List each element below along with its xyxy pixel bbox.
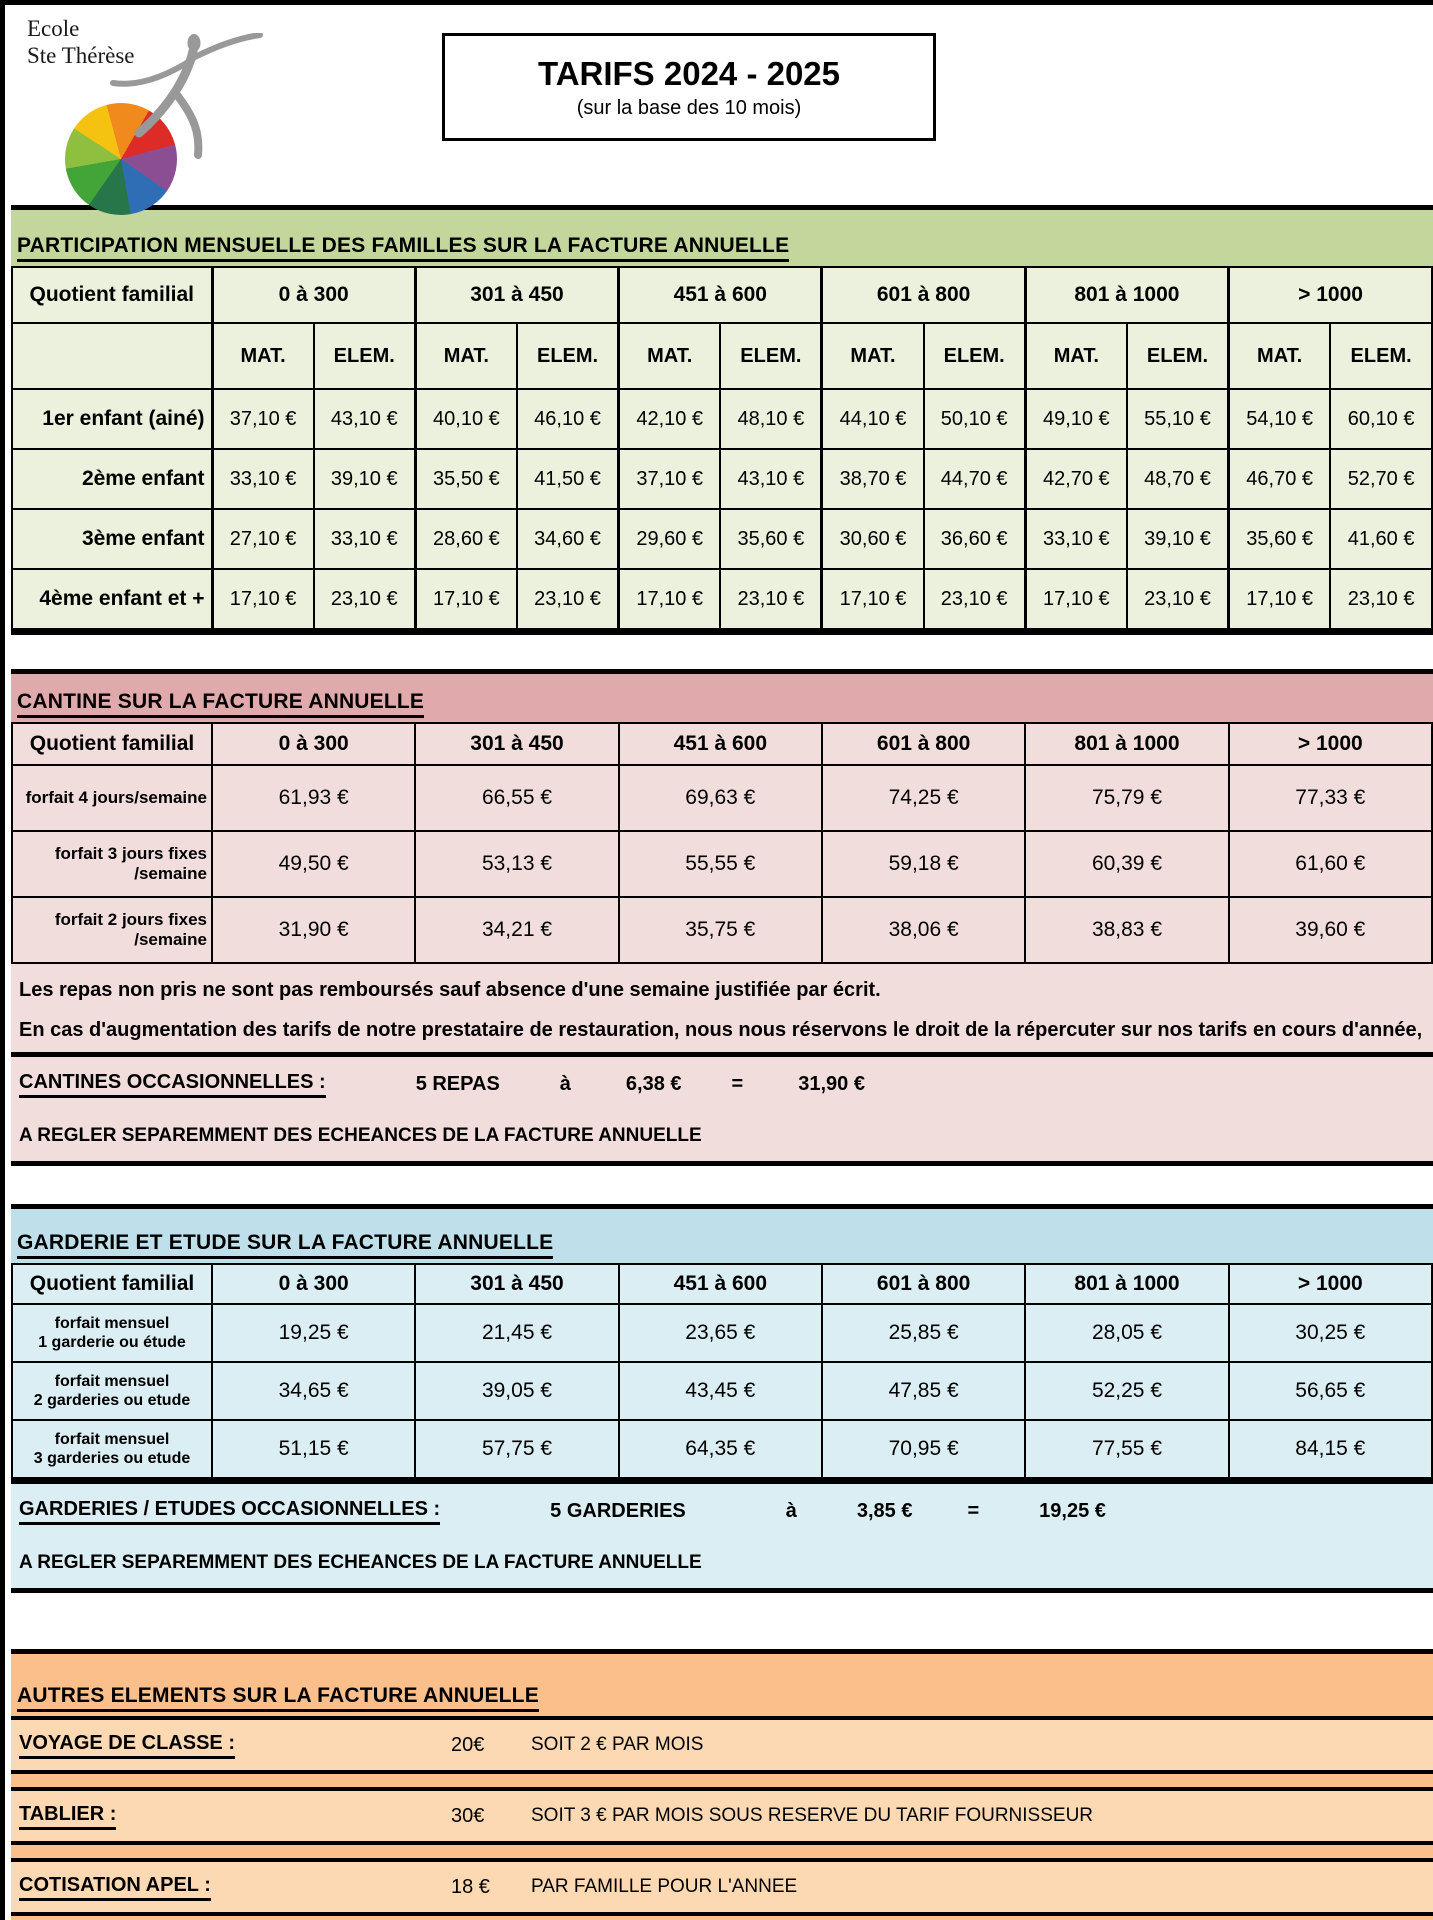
title-box [442, 33, 936, 141]
row-label [12, 1304, 212, 1362]
participation-title-band [11, 210, 1433, 266]
price-cell: 35,60 € [720, 509, 822, 569]
price-cell: 28,60 € [415, 509, 517, 569]
quotient-header-row [12, 267, 1432, 323]
cantine-title-band [11, 674, 1433, 722]
cantine-table [11, 722, 1433, 964]
price-cell: 36,60 € [924, 509, 1026, 569]
price-cell: 43,10 € [720, 449, 822, 509]
row-label-line2: 2 garderies ou etude [33, 1392, 191, 1409]
price-cell: 48,10 € [720, 389, 822, 449]
price-cell: 23,10 € [1127, 569, 1229, 629]
corner-cell: Quotient familial [12, 1264, 212, 1304]
row-label-line2: 3 garderies ou etude [33, 1450, 191, 1467]
garderie-occ-equals: = [967, 1499, 980, 1522]
price-cell: 35,50 € [415, 449, 517, 509]
price-cell: 33,10 € [212, 449, 314, 509]
price-cell: 43,45 € [619, 1362, 822, 1420]
row-label-line2: 1 garderie ou étude [38, 1334, 186, 1351]
price-cell: 23,65 € [619, 1304, 822, 1362]
price-cell: 34,21 € [415, 897, 618, 963]
price-cell: 54,10 € [1229, 389, 1331, 449]
cantine-note-1: Les repas non pris ne sont pas remboursés sauf absence d'une semaine justifiée par écrit. [19, 979, 881, 1001]
row-label-line1: forfait 3 jours fixes [54, 844, 207, 863]
price-cell: 37,10 € [212, 389, 314, 449]
price-cell: 46,70 € [1229, 449, 1331, 509]
sub-header-mat: MAT. [1229, 323, 1331, 389]
price-cell: 34,60 € [517, 509, 619, 569]
price-cell: 70,95 € [822, 1420, 1025, 1478]
cantine-note-2: En cas d'augmentation des tarifs de notre prestataire de restauration, nous nous réservons le droit de la répercuter sur nos tarifs en cours d'année, [19, 1019, 1423, 1041]
row-label: 3ème enfant [12, 509, 212, 569]
price-cell: 30,25 € [1229, 1304, 1432, 1362]
price-cell: 42,70 € [1025, 449, 1127, 509]
quotient-header: 801 à 1000 [1025, 267, 1228, 323]
price-cell: 21,45 € [415, 1304, 618, 1362]
table-row-4jours [12, 765, 1432, 831]
tablier-amount: 30€ [451, 1804, 485, 1827]
table-row-2jours [12, 897, 1432, 963]
row-label-line2: /semaine [134, 930, 207, 949]
price-cell: 44,10 € [822, 389, 924, 449]
quotient-header-row [12, 1264, 1432, 1304]
participation-title: PARTICIPATION MENSUELLE DES FAMILLES SUR LA FACTURE ANNUELLE [17, 234, 789, 262]
garderie-occ-label: GARDERIES / ETUDES OCCASIONNELLES : [19, 1498, 440, 1525]
price-cell: 57,75 € [415, 1420, 618, 1478]
row-label-line1: forfait 2 jours fixes [54, 910, 207, 929]
price-cell: 19,25 € [212, 1304, 415, 1362]
price-cell: 38,70 € [822, 449, 924, 509]
row-label [12, 897, 212, 963]
price-cell: 61,60 € [1229, 831, 1432, 897]
corner-cell: Quotient familial [12, 723, 212, 765]
autres-row-tablier [11, 1787, 1433, 1845]
price-cell: 33,10 € [1025, 509, 1127, 569]
price-cell: 23,10 € [1330, 569, 1432, 629]
cotisation-label: COTISATION APEL : [19, 1874, 211, 1901]
row-label: 1er enfant (ainé) [12, 389, 212, 449]
sub-header-elem: ELEM. [720, 323, 822, 389]
price-cell: 38,83 € [1025, 897, 1228, 963]
voyage-label: VOYAGE DE CLASSE : [19, 1732, 235, 1759]
quotient-header: 601 à 800 [822, 267, 1025, 323]
price-cell: 17,10 € [415, 569, 517, 629]
table-row-child2 [12, 449, 1432, 509]
price-cell: 23,10 € [517, 569, 619, 629]
garderie-occ-total: 19,25 € [1039, 1499, 1106, 1522]
price-cell: 35,75 € [619, 897, 822, 963]
table-row-child3 [12, 509, 1432, 569]
row-label: 2ème enfant [12, 449, 212, 509]
quotient-header: 801 à 1000 [1025, 723, 1228, 765]
autres-row-cotisation [11, 1858, 1433, 1916]
quotient-header-row [12, 723, 1432, 765]
price-cell: 47,85 € [822, 1362, 1025, 1420]
price-cell: 30,60 € [822, 509, 924, 569]
price-cell: 55,55 € [619, 831, 822, 897]
price-cell: 17,10 € [1025, 569, 1127, 629]
price-cell: 53,13 € [415, 831, 618, 897]
sub-header-elem: ELEM. [1127, 323, 1229, 389]
price-cell: 46,10 € [517, 389, 619, 449]
row-label-line1: forfait mensuel [54, 1315, 170, 1332]
price-cell: 39,60 € [1229, 897, 1432, 963]
garderie-occasionnelle-line [11, 1479, 1433, 1538]
price-cell: 77,55 € [1025, 1420, 1228, 1478]
cantine-occ-label: CANTINES OCCASIONNELLES : [19, 1071, 326, 1098]
price-cell: 31,90 € [212, 897, 415, 963]
quotient-header: 801 à 1000 [1025, 1264, 1228, 1304]
quotient-header: 301 à 450 [415, 267, 618, 323]
tablier-label: TABLIER : [19, 1803, 116, 1830]
price-cell: 69,63 € [619, 765, 822, 831]
price-cell: 17,10 € [212, 569, 314, 629]
price-cell: 48,70 € [1127, 449, 1229, 509]
sub-header-elem: ELEM. [314, 323, 416, 389]
garderie-title-band [11, 1209, 1433, 1263]
garderie-title: GARDERIE ET ETUDE SUR LA FACTURE ANNUELLE [17, 1231, 553, 1259]
cantine-title: CANTINE SUR LA FACTURE ANNUELLE [17, 690, 424, 718]
price-cell: 41,60 € [1330, 509, 1432, 569]
row-label-line1: forfait mensuel [54, 1373, 170, 1390]
quotient-header: 301 à 450 [415, 1264, 618, 1304]
mat-elem-header-row [12, 323, 1432, 389]
price-cell: 39,05 € [415, 1362, 618, 1420]
row-label [12, 765, 212, 831]
sub-header-mat: MAT. [415, 323, 517, 389]
sub-header-elem: ELEM. [1330, 323, 1432, 389]
price-cell: 41,50 € [517, 449, 619, 509]
table-row-3jours [12, 831, 1432, 897]
table-row-1garderie [12, 1304, 1432, 1362]
voyage-amount: 20€ [451, 1733, 485, 1756]
sub-header-mat: MAT. [1025, 323, 1127, 389]
row-label [12, 1362, 212, 1420]
page-title: TARIFS 2024 - 2025 [537, 54, 841, 92]
sub-header-mat: MAT. [212, 323, 314, 389]
quotient-header: > 1000 [1229, 1264, 1432, 1304]
price-cell: 38,06 € [822, 897, 1025, 963]
page-subtitle: (sur la base des 10 mois) [576, 96, 802, 119]
price-cell: 56,65 € [1229, 1362, 1432, 1420]
autres-title: AUTRES ELEMENTS SUR LA FACTURE ANNUELLE [17, 1684, 539, 1712]
price-cell: 29,60 € [619, 509, 721, 569]
section-participation [11, 205, 1433, 635]
garderie-table [11, 1263, 1433, 1479]
price-cell: 52,25 € [1025, 1362, 1228, 1420]
garderie-occ-unit-price: 3,85 € [856, 1499, 913, 1522]
quotient-header: 451 à 600 [619, 1264, 822, 1304]
header [5, 5, 1433, 205]
quotient-header: 601 à 800 [822, 1264, 1025, 1304]
dancer-icon [97, 33, 267, 163]
voyage-desc: SOIT 2 € PAR MOIS [531, 1734, 704, 1755]
price-cell: 23,10 € [314, 569, 416, 629]
autres-row-voyage [11, 1716, 1433, 1774]
sub-header-elem: ELEM. [924, 323, 1026, 389]
row-label [12, 1420, 212, 1478]
school-name-line1: Ecole [27, 16, 80, 41]
tablier-desc: SOIT 3 € PAR MOIS SOUS RESERVE DU TARIF FOURNISSEUR [531, 1805, 1094, 1826]
cantine-notes [11, 964, 1433, 1052]
quotient-header: 451 à 600 [619, 267, 822, 323]
price-cell: 17,10 € [1229, 569, 1331, 629]
corner-cell: Quotient familial [12, 267, 212, 323]
price-cell: 50,10 € [924, 389, 1026, 449]
price-cell: 44,70 € [924, 449, 1026, 509]
price-cell: 42,10 € [619, 389, 721, 449]
price-cell: 61,93 € [212, 765, 415, 831]
price-cell: 64,35 € [619, 1420, 822, 1478]
table-row-child1 [12, 389, 1432, 449]
price-cell: 49,10 € [1025, 389, 1127, 449]
autres-title-band [11, 1654, 1433, 1716]
row-label [12, 831, 212, 897]
sub-header-mat: MAT. [822, 323, 924, 389]
price-cell: 33,10 € [314, 509, 416, 569]
table-row-3garderies [12, 1420, 1432, 1478]
price-cell: 49,50 € [212, 831, 415, 897]
participation-table [11, 266, 1433, 630]
row-label: 4ème enfant et + [12, 569, 212, 629]
quotient-header: > 1000 [1229, 267, 1432, 323]
quotient-header: 0 à 300 [212, 267, 415, 323]
row-label-line1: forfait 4 jours/semaine [25, 788, 207, 807]
sub-header-mat: MAT. [619, 323, 721, 389]
price-cell: 17,10 € [822, 569, 924, 629]
price-cell: 27,10 € [212, 509, 314, 569]
price-cell: 35,60 € [1229, 509, 1331, 569]
price-cell: 17,10 € [619, 569, 721, 629]
price-cell: 23,10 € [924, 569, 1026, 629]
price-cell: 52,70 € [1330, 449, 1432, 509]
school-logo [27, 15, 277, 215]
price-cell: 77,33 € [1229, 765, 1432, 831]
price-cell: 25,85 € [822, 1304, 1025, 1362]
cantine-regler-note: A REGLER SEPAREMMENT DES ECHEANCES DE LA FACTURE ANNUELLE [19, 1125, 702, 1146]
price-cell: 59,18 € [822, 831, 1025, 897]
price-cell: 60,10 € [1330, 389, 1432, 449]
cantine-occ-qty: 5 REPAS [415, 1072, 500, 1095]
price-cell: 23,10 € [720, 569, 822, 629]
section-garderie [11, 1204, 1433, 1593]
price-cell: 51,15 € [212, 1420, 415, 1478]
table-row-2garderies [12, 1362, 1432, 1420]
price-cell: 74,25 € [822, 765, 1025, 831]
price-cell: 66,55 € [415, 765, 618, 831]
table-row-child4plus [12, 569, 1432, 629]
section-autres [11, 1649, 1433, 1920]
price-cell: 75,79 € [1025, 765, 1228, 831]
school-name-line2: Ste Thérèse [27, 43, 135, 68]
quotient-header: 0 à 300 [212, 723, 415, 765]
price-cell: 40,10 € [415, 389, 517, 449]
price-cell: 37,10 € [619, 449, 721, 509]
cantine-occ-at: à [559, 1072, 571, 1095]
quotient-header: 601 à 800 [822, 723, 1025, 765]
cantine-occ-total: 31,90 € [798, 1072, 865, 1095]
section-cantine [11, 669, 1433, 1166]
cantine-occasionnelle-line [11, 1052, 1433, 1111]
blank-cell [12, 323, 212, 389]
row-label-line1: forfait mensuel [54, 1431, 170, 1448]
price-cell: 43,10 € [314, 389, 416, 449]
cantine-occ-unit-price: 6,38 € [625, 1072, 682, 1095]
price-cell: 55,10 € [1127, 389, 1229, 449]
price-cell: 84,15 € [1229, 1420, 1432, 1478]
garderie-occ-at: à [785, 1499, 797, 1522]
cotisation-desc: PAR FAMILLE POUR L'ANNEE [531, 1876, 798, 1897]
quotient-header: > 1000 [1229, 723, 1432, 765]
price-cell: 34,65 € [212, 1362, 415, 1420]
price-cell: 39,10 € [314, 449, 416, 509]
garderie-regler-note: A REGLER SEPAREMMENT DES ECHEANCES DE LA FACTURE ANNUELLE [19, 1552, 702, 1573]
cantine-occ-equals: = [731, 1072, 744, 1095]
row-label-line2: /semaine [134, 864, 207, 883]
cotisation-amount: 18 € [451, 1875, 490, 1898]
price-cell: 39,10 € [1127, 509, 1229, 569]
sub-header-elem: ELEM. [517, 323, 619, 389]
quotient-header: 301 à 450 [415, 723, 618, 765]
price-cell: 28,05 € [1025, 1304, 1228, 1362]
quotient-header: 451 à 600 [619, 723, 822, 765]
price-cell: 60,39 € [1025, 831, 1228, 897]
garderie-occ-qty: 5 GARDERIES [550, 1499, 686, 1522]
quotient-header: 0 à 300 [212, 1264, 415, 1304]
